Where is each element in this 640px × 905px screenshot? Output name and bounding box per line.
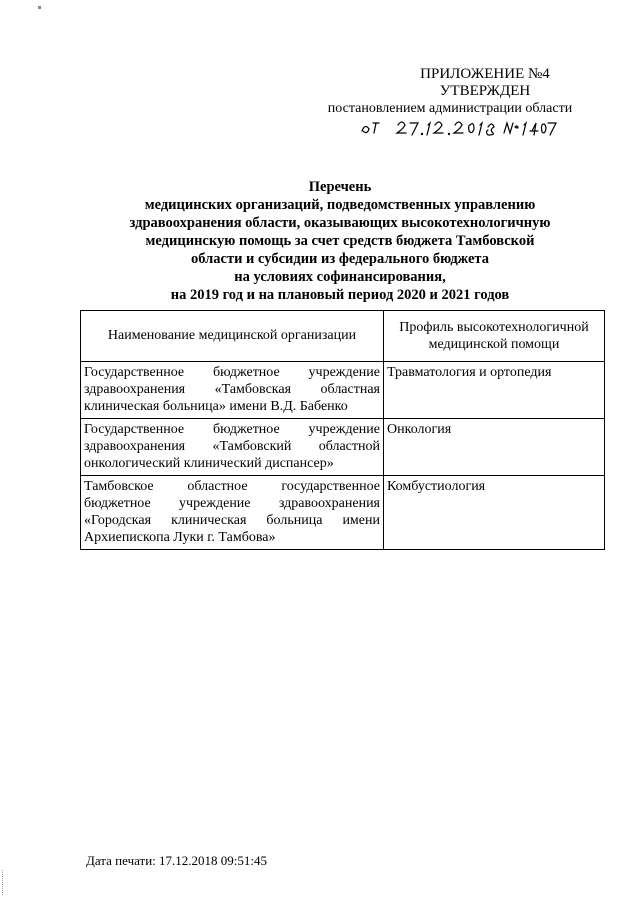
scan-edge-artifact — [2, 870, 4, 895]
title-line: медицинскую помощь за счет средств бюджета Тамбовской — [145, 233, 535, 249]
title-line: Перечень — [308, 179, 372, 195]
organization-cell: Государственное бюджетное учреждение здравоохранения «Тамбовский областной онкологический клинический диспансер» — [81, 419, 384, 476]
approved-label: УТВЕРЖДЕН — [439, 83, 531, 99]
profile-cell: Комбустиология — [384, 476, 605, 550]
decree-label: постановлением администрации области — [327, 101, 573, 116]
scan-artifact-mark — [38, 6, 41, 9]
handwritten-date-number-signature — [360, 115, 560, 137]
profile-cell: Травматология и ортопедия — [384, 362, 605, 419]
organization-cell: Государственное бюджетное учреждение здравоохранения «Тамбовская областная клиническая больница» имени В.Д. Бабенко — [81, 362, 384, 419]
approval-stamp — [300, 66, 600, 117]
title-line: медицинских организаций, подведомственных управлению — [144, 197, 536, 213]
appendix-label: ПРИЛОЖЕНИЕ №4 — [420, 66, 550, 82]
table-row — [81, 362, 605, 419]
organization-cell: Тамбовское областное государственное бюджетное учреждение здравоохранения «Городская клиническая больница имени Архиепископа Луки г. Тамбова» — [81, 476, 384, 550]
organizations-table — [80, 310, 605, 550]
header-profile: Профиль высокотехнологичной медицинской помощи — [384, 311, 605, 362]
title-line: области и субсидии из федерального бюджета — [190, 251, 489, 267]
title-line: на условиях софинансирования, — [234, 269, 446, 285]
table-header-row — [81, 311, 605, 362]
table-row — [81, 476, 605, 550]
document-title — [80, 178, 600, 304]
title-line: на 2019 год и на плановый период 2020 и 2021 годов — [170, 287, 510, 303]
header-organization: Наименование медицинской организации — [81, 311, 384, 362]
table-row — [81, 419, 605, 476]
title-line: здравоохранения области, оказывающих высокотехнологичную — [129, 215, 551, 231]
print-date: Дата печати: 17.12.2018 09:51:45 — [86, 853, 268, 868]
profile-cell: Онкология — [384, 419, 605, 476]
